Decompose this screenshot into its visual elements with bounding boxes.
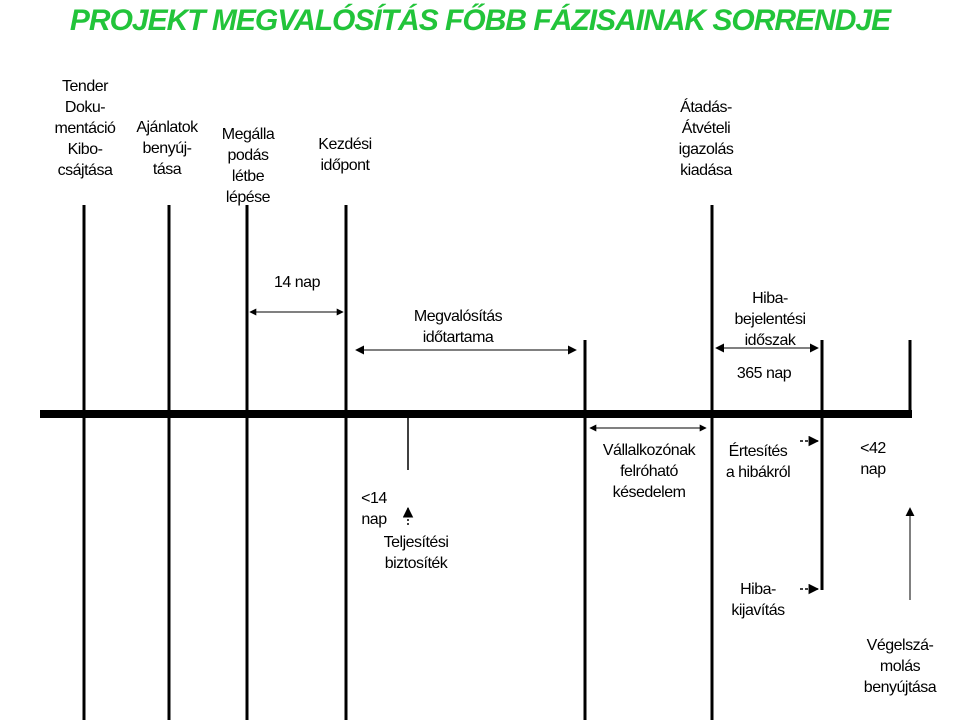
start-label: Kezdési időpont bbox=[318, 136, 372, 174]
days-365-label: 365 nap bbox=[736, 365, 792, 382]
contract-label: Megálla podás létbe lépése bbox=[221, 126, 275, 206]
lt42-label: <42 nap bbox=[860, 440, 886, 478]
diagram-title: PROJEKT MEGVALÓSÍTÁS FŐBB FÁZISAINAK SORRENDJE bbox=[69, 4, 891, 37]
repair-label: Hiba- kijavítás bbox=[731, 581, 785, 619]
implementation-label: Megvalósítás időtartama bbox=[413, 308, 503, 346]
offers-label: Ajánlatok benyúj- tása bbox=[136, 119, 198, 178]
notice-label: Értesítés a hibákról bbox=[725, 443, 791, 481]
guarantee-label: Teljesítési biztosíték bbox=[383, 534, 449, 572]
lt14-label: <14 nap bbox=[361, 490, 387, 528]
days-14-label: 14 nap bbox=[274, 274, 320, 291]
tender-label: Tender Doku- mentáció Kibo- csájtása bbox=[54, 78, 116, 179]
handover-label: Átadás- Átvételi igazolás kiadása bbox=[678, 99, 734, 179]
defect-period-label: Hiba- bejelentési időszak bbox=[734, 290, 806, 349]
final-label: Végelszá- molás benyújtása bbox=[863, 637, 937, 696]
delay-label: Vállalkozónak felróható késedelem bbox=[602, 442, 696, 501]
